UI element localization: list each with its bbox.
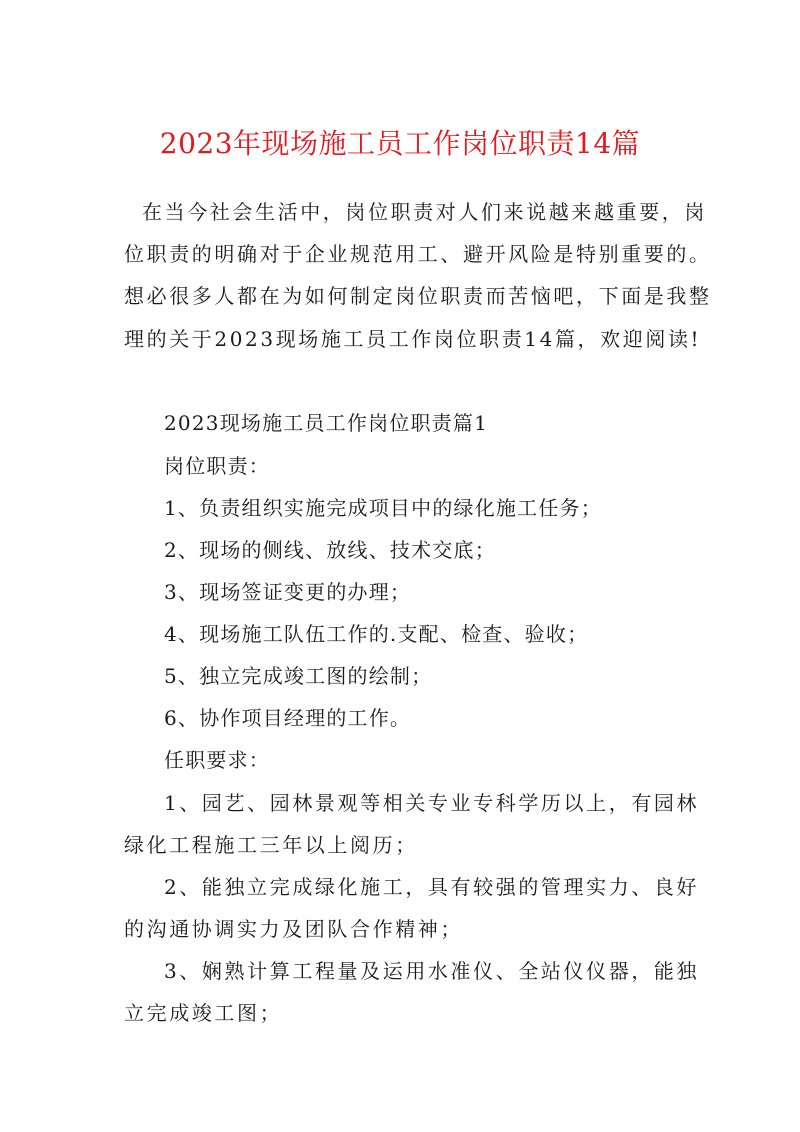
duties-label: 岗位职责： [164,454,270,478]
duty-item: 5、独立完成竣工图的绘制； [164,664,433,688]
duty-item: 3、现场签证变更的办理； [164,580,412,604]
duty-item: 4、现场施工队伍工作的.支配、检查、验收； [164,622,589,646]
requirement-line: 的沟通协调实力及团队合作精神； [124,917,463,941]
document-title: 2023年现场施工员工作岗位职责14篇 [159,127,641,160]
intro-line-4: 理的关于2023现场施工员工作岗位职责14篇，欢迎阅读! [124,327,702,351]
intro-line-1: 在当今社会生活中，岗位职责对人们来说越来越重要，岗 [142,200,707,224]
requirement-line: 1、园艺、园林景观等相关专业专科学历以上，有园林 [164,791,700,815]
requirement-line: 3、娴熟计算工程量及运用水准仪、全站仪仪器，能独 [164,959,700,983]
intro-line-2: 位职责的明确对于企业规范用工、避开风险是特别重要的。 [124,242,712,266]
requirement-line: 绿化工程施工三年以上阅历； [124,833,418,857]
requirement-line: 2、能独立完成绿化施工，具有较强的管理实力、良好 [164,875,700,899]
duty-item: 1、负责组织实施完成项目中的绿化施工任务； [164,496,602,520]
section-heading: 2023现场施工员工作岗位职责篇1 [164,411,489,435]
requirements-label: 任职要求： [164,748,270,772]
duty-item: 2、现场的侧线、放线、技术交底； [164,538,496,562]
intro-line-3: 想必很多人都在为如何制定岗位职责而苦恼吧，下面是我整 [124,284,712,308]
requirement-line: 立完成竣工图； [124,1001,283,1025]
duty-item: 6、协作项目经理的工作。 [164,706,412,730]
